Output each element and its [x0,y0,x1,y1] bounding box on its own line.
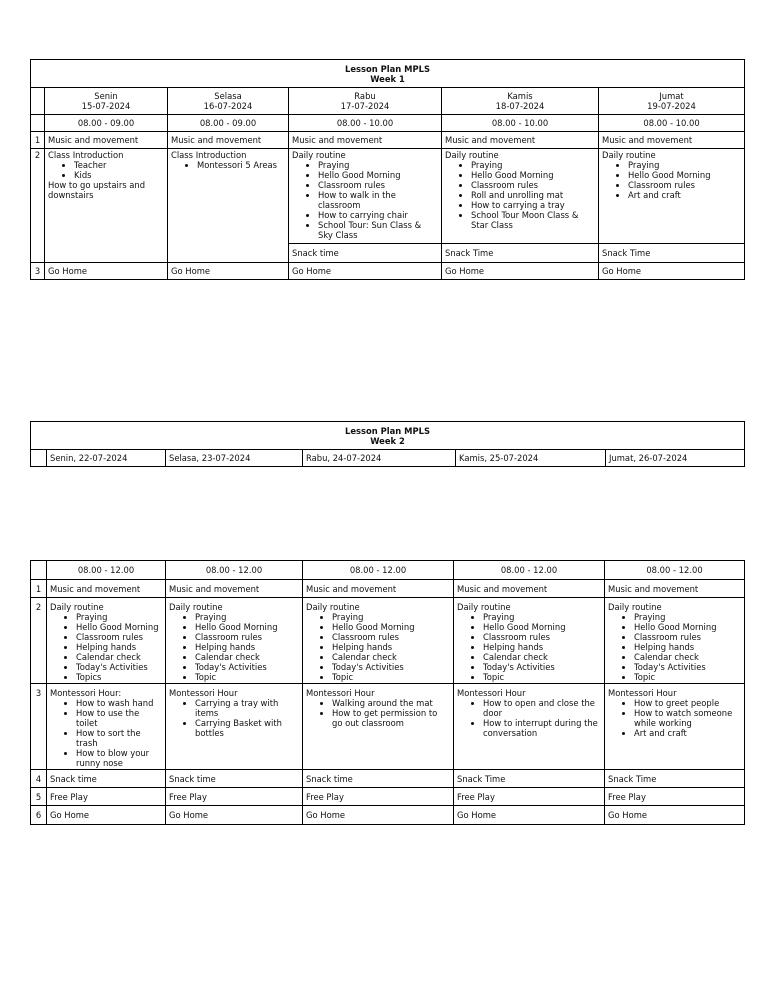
activity-list [608,612,741,682]
snack-cell: Snack Time [454,770,605,788]
list-item: • How to blow your runny nose [76,748,162,768]
row-number: 3 [31,684,47,770]
week2-day-header: Jumat, 26-07-2024 [606,450,745,467]
list-item: • How to sort the trash [76,728,162,748]
go-home-cell: Go Home [45,263,168,280]
list-item: • Praying [628,160,741,170]
list-item: • Praying [471,160,595,170]
day-name: Senin [94,91,118,101]
activity-list [457,698,601,738]
activity-list [50,698,162,768]
week1-title-cell [31,60,745,88]
list-item: • School Tour: Sun Class & Sky Class [318,220,438,240]
list-item: • Art and craft [634,728,741,738]
row-number: 2 [31,598,47,684]
week1-corner [31,115,45,132]
list-item: • Topics [76,672,162,682]
week2-day-header: Selasa, 23-07-2024 [166,450,303,467]
week2-day-header: Senin, 22-07-2024 [47,450,166,467]
list-item: • Helping hands [76,642,162,652]
list-item: • Hello Good Morning [332,622,450,632]
row-number: 3 [31,263,45,280]
cell-heading: Daily routine [445,150,499,160]
activity-list [169,612,299,682]
activity-list [457,612,601,682]
list-item: • Topic [195,672,299,682]
week2-corner [31,561,47,580]
list-item: • How to open and close the door [483,698,601,718]
list-item: • Classroom rules [471,180,595,190]
snack-cell: Snack Time [605,770,745,788]
go-home-cell: Go Home [442,263,599,280]
day-date: 15-07-2024 [81,101,131,111]
list-item: • Today's Activities [195,662,299,672]
week1-table [30,59,745,280]
list-item: • Hello Good Morning [318,170,438,180]
row-number: 4 [31,770,47,788]
list-item: • Praying [76,612,162,622]
activity-cell [289,149,442,244]
cell-heading: Class Introduction [48,150,124,160]
list-item: • Topic [634,672,741,682]
list-item: • Today's Activities [76,662,162,672]
row-number: 2 [31,149,45,263]
daily-routine-cell [47,598,166,684]
day-date: 17-07-2024 [340,101,390,111]
montessori-cell [166,684,303,770]
row-number: 6 [31,806,47,825]
cell-heading: Daily routine [306,602,360,612]
go-home-cell: Go Home [289,263,442,280]
list-item: • Calendar check [634,652,741,662]
week2-day-header: Rabu, 24-07-2024 [303,450,456,467]
list-item: • Classroom rules [483,632,601,642]
week1-subtitle: Week 1 [370,73,405,84]
activity-list [608,698,741,738]
day-name: Rabu [354,91,376,101]
activity-cell [599,149,745,244]
week2-title: Lesson Plan MPLS [345,425,431,436]
activity-cell: Music and movement [599,132,745,149]
activity-list [50,612,162,682]
list-item: • Walking around the mat [332,698,450,708]
row-number: 1 [31,580,47,598]
activity-list [445,160,595,230]
activity-cell: Music and movement [605,580,745,598]
list-item: • Kids [74,170,164,180]
activity-cell: Music and movement [45,132,168,149]
week1-title: Lesson Plan MPLS [345,63,431,74]
cell-heading: Daily routine [50,602,104,612]
row-number: 1 [31,132,45,149]
snack-cell: Snack time [47,770,166,788]
list-item: • Classroom rules [318,180,438,190]
list-item: • Carrying a tray with items [195,698,299,718]
activity-list [48,160,164,180]
cell-heading: Daily routine [457,602,511,612]
time-slot: 08.00 - 12.00 [303,561,454,580]
snack-cell: Snack time [289,244,442,263]
daily-routine-cell [605,598,745,684]
activity-cell: Music and movement [303,580,454,598]
week2-subtitle: Week 2 [370,435,405,446]
list-item: • How to greet people [634,698,741,708]
list-item: • Classroom rules [634,632,741,642]
list-item: • Praying [318,160,438,170]
activity-cell: Music and movement [168,132,289,149]
list-item: • Hello Good Morning [471,170,595,180]
activity-list [306,612,450,682]
snack-cell: Snack time [303,770,454,788]
list-item: • How to get permission to go out classroom [332,708,450,728]
snack-cell: Snack Time [599,244,745,263]
go-home-cell: Go Home [47,806,166,825]
cell-heading: Montessori Hour [169,688,238,698]
activity-list [306,698,450,728]
activity-cell: Music and movement [47,580,166,598]
free-play-cell: Free Play [605,788,745,806]
row-number: 5 [31,788,47,806]
list-item: • Praying [332,612,450,622]
free-play-cell: Free Play [303,788,454,806]
cell-note: How to go upstairs and downstairs [48,180,146,200]
week2-title-cell [31,422,745,450]
list-item: • Helping hands [195,642,299,652]
list-item: • Today's Activities [332,662,450,672]
montessori-cell [454,684,605,770]
activity-list [171,160,285,170]
go-home-cell: Go Home [605,806,745,825]
list-item: • Classroom rules [195,632,299,642]
list-item: • Classroom rules [332,632,450,642]
list-item: • Classroom rules [76,632,162,642]
day-name: Kamis [507,91,533,101]
list-item: • How to carrying a tray [471,200,595,210]
day-name: Selasa [214,91,242,101]
day-date: 16-07-2024 [203,101,253,111]
week1-day-header [442,88,599,115]
list-item: • Helping hands [634,642,741,652]
week1-day-header [599,88,745,115]
activity-cell [45,149,168,263]
montessori-cell [303,684,454,770]
list-item: • How to watch someone while working [634,708,741,728]
list-item: • Praying [634,612,741,622]
week1-corner [31,88,45,115]
day-date: 18-07-2024 [495,101,545,111]
list-item: • Helping hands [483,642,601,652]
montessori-cell [605,684,745,770]
go-home-cell: Go Home [599,263,745,280]
list-item: • Carrying Basket with bottles [195,718,299,738]
go-home-cell: Go Home [454,806,605,825]
list-item: • Hello Good Morning [628,170,741,180]
free-play-cell: Free Play [166,788,303,806]
list-item: • Today's Activities [634,662,741,672]
list-item: • Calendar check [195,652,299,662]
activity-cell: Music and movement [442,132,599,149]
cell-heading: Montessori Hour: [50,688,122,698]
list-item: • Calendar check [332,652,450,662]
time-slot: 08.00 - 09.00 [45,115,168,132]
list-item: • Teacher [74,160,164,170]
cell-heading: Daily routine [292,150,346,160]
list-item: • Topic [483,672,601,682]
list-item: • Classroom rules [628,180,741,190]
day-date: 19-07-2024 [647,101,696,111]
activity-list [292,160,438,240]
activity-cell: Music and movement [454,580,605,598]
activity-list [602,160,741,200]
list-item: • Calendar check [483,652,601,662]
week2-header-table [30,421,745,467]
time-slot: 08.00 - 12.00 [605,561,745,580]
time-slot: 08.00 - 10.00 [599,115,745,132]
activity-cell [442,149,599,244]
daily-routine-cell [454,598,605,684]
list-item: • Hello Good Morning [195,622,299,632]
week2-schedule-table [30,560,745,825]
cell-heading: Daily routine [602,150,656,160]
week1-day-header [168,88,289,115]
list-item: • Roll and unrolling mat [471,190,595,200]
free-play-cell: Free Play [454,788,605,806]
list-item: • School Tour Moon Class & Star Class [471,210,595,230]
cell-heading: Montessori Hour [306,688,375,698]
cell-heading: Montessori Hour [457,688,526,698]
list-item: • Today's Activities [483,662,601,672]
list-item: • Montessori 5 Areas [197,160,285,170]
activity-list [169,698,299,738]
day-name: Jumat [659,91,684,101]
daily-routine-cell [303,598,454,684]
time-slot: 08.00 - 12.00 [454,561,605,580]
go-home-cell: Go Home [303,806,454,825]
list-item: • Hello Good Morning [634,622,741,632]
time-slot: 08.00 - 10.00 [289,115,442,132]
free-play-cell: Free Play [47,788,166,806]
time-slot: 08.00 - 12.00 [166,561,303,580]
cell-heading: Class Introduction [171,150,247,160]
list-item: • Topic [332,672,450,682]
week1-day-header [289,88,442,115]
cell-heading: Daily routine [169,602,223,612]
list-item: • How to use the toilet [76,708,162,728]
activity-cell: Music and movement [166,580,303,598]
list-item: • Hello Good Morning [76,622,162,632]
snack-cell: Snack time [166,770,303,788]
activity-cell: Music and movement [289,132,442,149]
list-item: • Hello Good Morning [483,622,601,632]
list-item: • Praying [483,612,601,622]
list-item: • How to carrying chair [318,210,438,220]
cell-heading: Montessori Hour [608,688,677,698]
time-slot: 08.00 - 09.00 [168,115,289,132]
cell-heading: Daily routine [608,602,662,612]
daily-routine-cell [166,598,303,684]
montessori-cell [47,684,166,770]
time-slot: 08.00 - 10.00 [442,115,599,132]
week2-corner [31,450,47,467]
time-slot: 08.00 - 12.00 [47,561,166,580]
list-item: • How to interrupt during the conversation [483,718,601,738]
list-item: • Calendar check [76,652,162,662]
go-home-cell: Go Home [168,263,289,280]
go-home-cell: Go Home [166,806,303,825]
list-item: • How to walk in the classroom [318,190,438,210]
week1-day-header [45,88,168,115]
list-item: • Helping hands [332,642,450,652]
activity-cell [168,149,289,263]
list-item: • Art and craft [628,190,741,200]
snack-cell: Snack Time [442,244,599,263]
list-item: • Praying [195,612,299,622]
week2-day-header: Kamis, 25-07-2024 [456,450,606,467]
list-item: • How to wash hand [76,698,162,708]
